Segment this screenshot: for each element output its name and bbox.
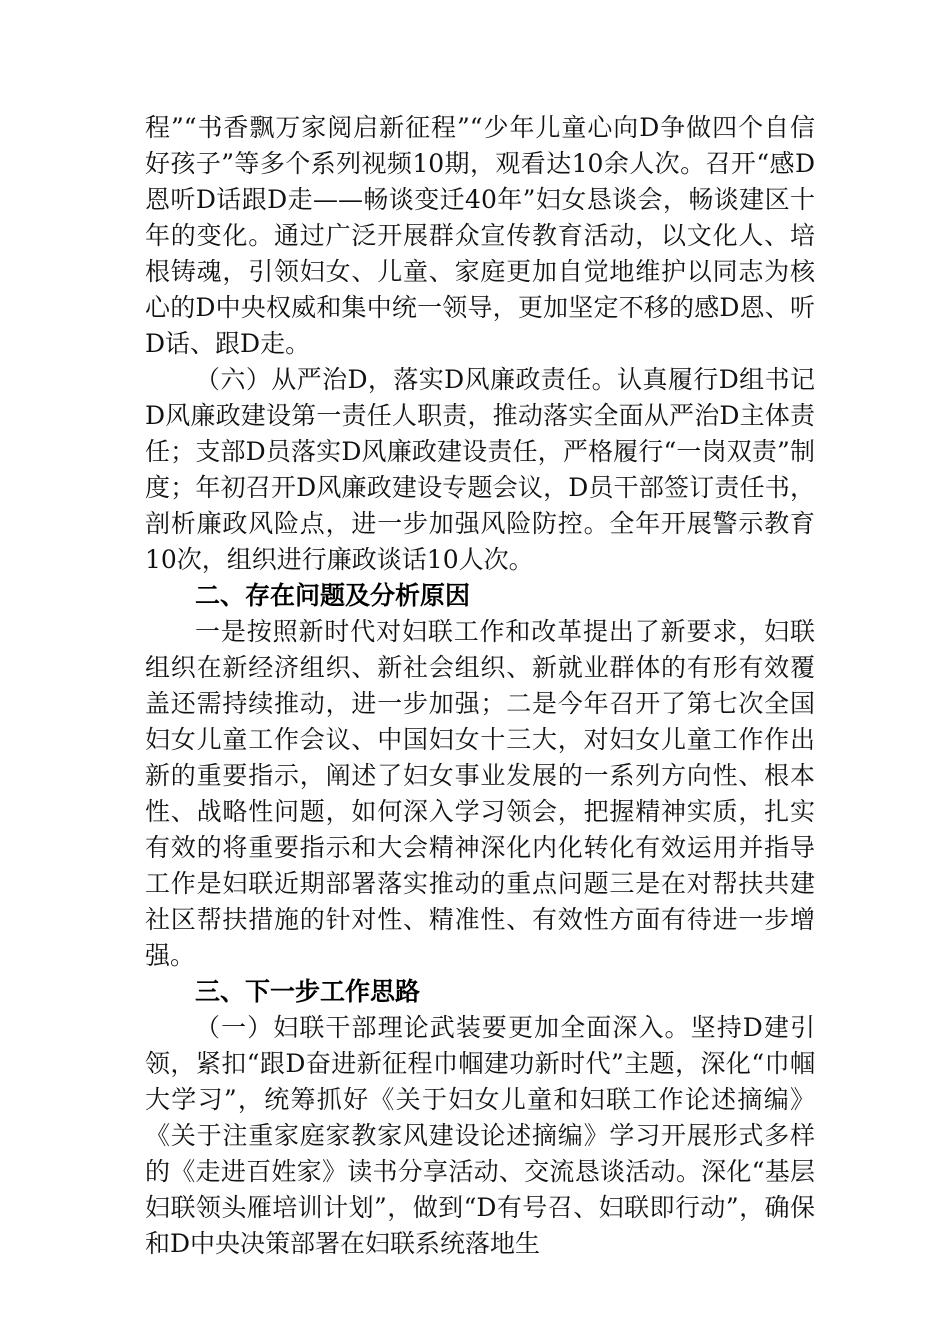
paragraph-section-six: （六）从严治D，落实D风廉政责任。认真履行D组书记D风廉政建设第一责任人职责，推动落实全面从严治D主体责任；支部D员落实D风廉政建设责任，严格履行“一岗双责”制度；年初召开D风廉政建设专题会议，D员干部签订责任书，剖析廉政风险点，进一步加强风险防控。全年开展警示教育10次，组织进行廉政谈话10人次。 bbox=[145, 365, 815, 574]
paragraph-problems: 一是按照新时代对妇联工作和改革提出了新要求，妇联组织在新经济组织、新社会组织、新就业群体的有形有效覆盖还需持续推动，进一步加强；二是今年召开了第七次全国妇女儿童工作会议、中国妇女十三大，对妇女儿童工作作出新的重要指示，阐述了妇女事业发展的一系列方向性、根本性、战略性问题，如何深入学习领会，把握精神实质，扎实有效的将重要指示和大会精神深化内化转化有效运用并指导工作是妇联近期部署落实推动的重点问题三是在对帮扶共建社区帮扶措施的针对性、精准性、有效性方面有待进一步增强。 bbox=[145, 617, 815, 970]
heading-problems-analysis: 二、存在问题及分析原因 bbox=[195, 581, 471, 610]
document-body bbox=[145, 110, 815, 1262]
paragraph-next-step-one: （一）妇联干部理论武装要更加全面深入。坚持D建引领，紧扣“跟D奋进新征程巾帼建功新时代”主题，深化“巾帼大学习”，统筹抓好《关于妇女儿童和妇联工作论述摘编》《关于注重家庭家教家风建设论述摘编》学习开展形式多样的《走进百姓家》读书分享活动、交流恳谈活动。深化“基层妇联领头雁培训计划”，做到“D有号召、妇联即行动”，确保和D中央决策部署在妇联系统落地生 bbox=[145, 1013, 815, 1258]
heading-next-steps: 三、下一步工作思路 bbox=[195, 977, 421, 1006]
paragraph-continuation: 程”“书香飘万家阅启新征程”“少年儿童心向D争做四个自信好孩子”等多个系列视频10期，观看达10余人次。召开“感D恩听D话跟D走——畅谈变迁40年”妇女恳谈会，畅谈建区十年的变化。通过广泛开展群众宣传教育活动，以文化人、培根铸魂，引领妇女、儿童、家庭更加自觉地维护以同志为核心的D中央权威和集中统一领导，更加坚定不移的感D恩、听D话、跟D走。 bbox=[145, 113, 815, 358]
